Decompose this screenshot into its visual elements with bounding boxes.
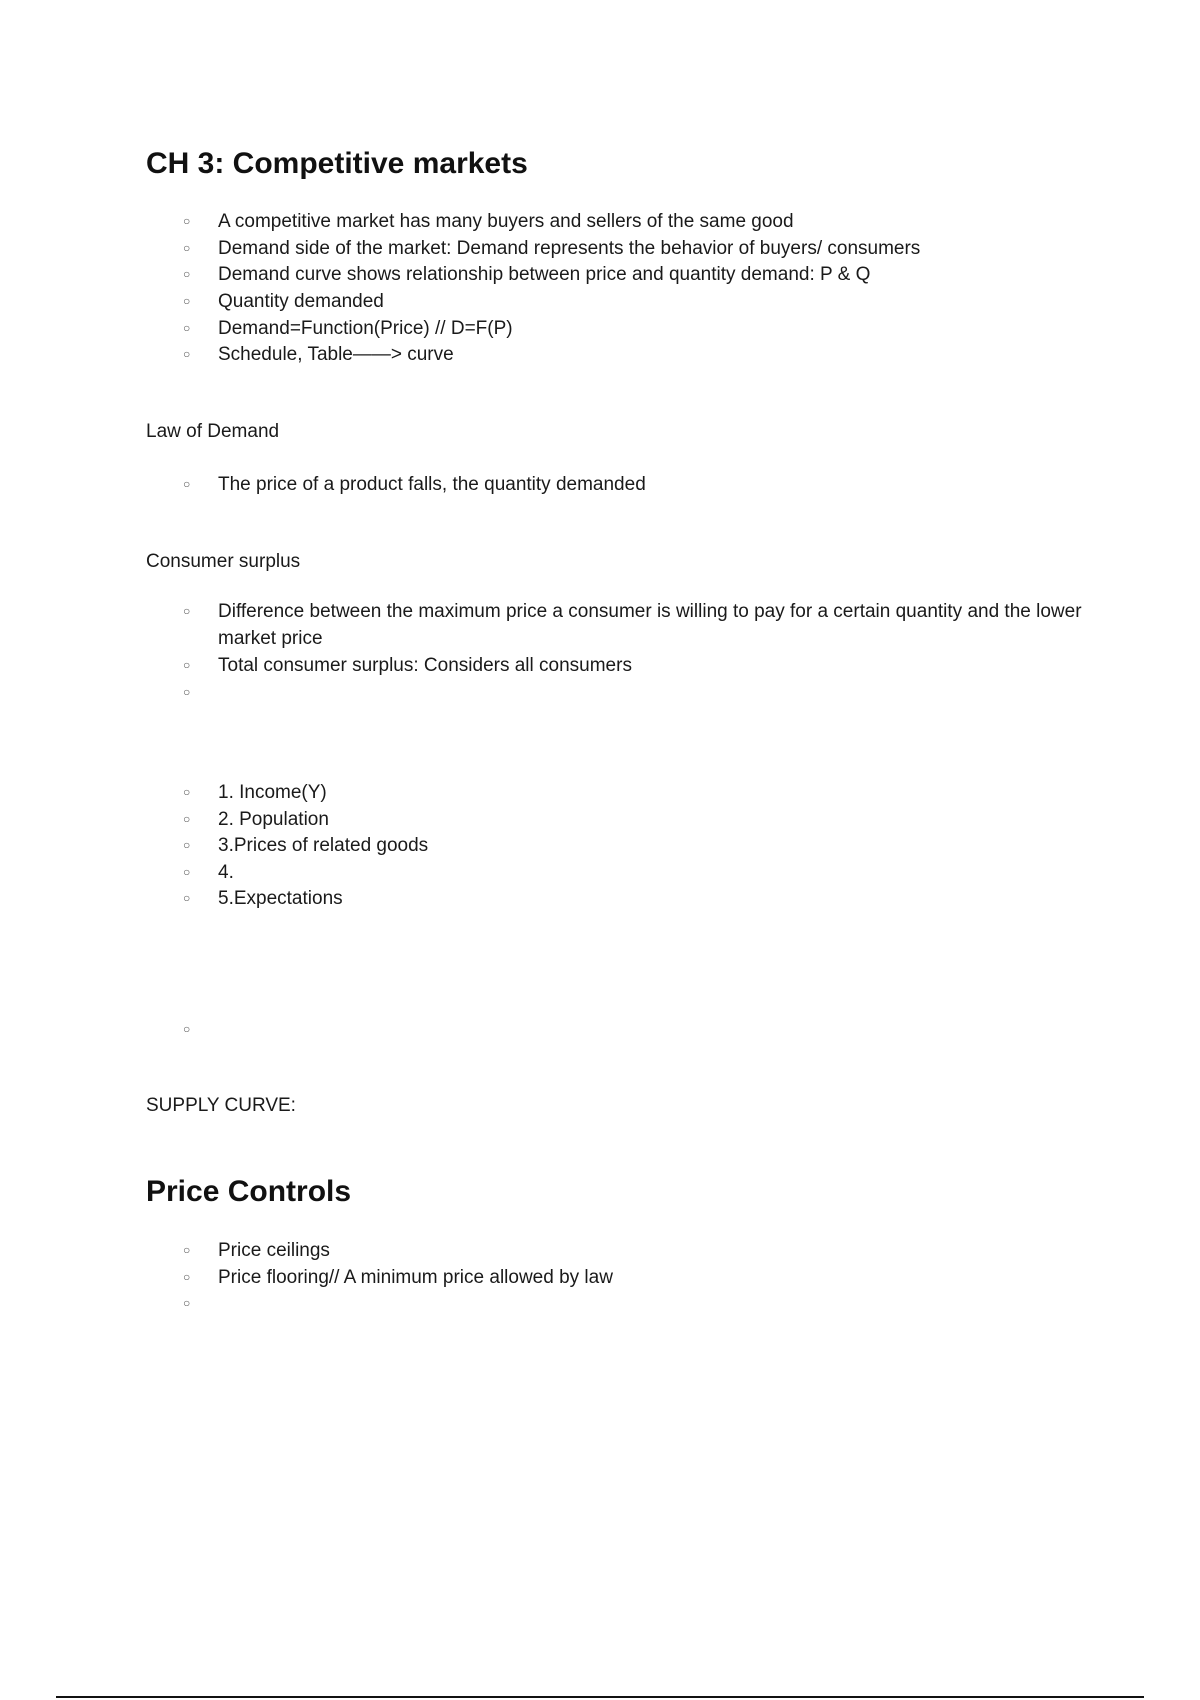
bullet-icon: ○: [183, 214, 191, 228]
list-item-text: Total consumer surplus: Considers all consumers: [218, 655, 632, 676]
list-item: [146, 1264, 1106, 1291]
bullet-icon: ○: [183, 477, 191, 491]
list-item: [146, 235, 1106, 262]
heading-competitive-markets: CH 3: Competitive markets: [146, 147, 528, 180]
page-bottom-divider: [56, 1696, 1144, 1698]
list-item: [146, 779, 1106, 806]
list-item-text: 1. Income(Y): [218, 782, 327, 803]
label-law-of-demand: Law of Demand: [146, 421, 280, 442]
list-item-text: A competitive market has many buyers and sellers of the same good: [218, 211, 794, 232]
bullet-icon: ○: [183, 347, 191, 361]
list-item: [146, 598, 1106, 652]
bullet-icon: ○: [183, 1270, 191, 1284]
bullet-icon: ○: [183, 604, 191, 618]
bullet-icon: ○: [183, 785, 191, 799]
bullet-icon: ○: [183, 1296, 191, 1310]
label-consumer-surplus: Consumer surplus: [146, 551, 301, 572]
list-item: [146, 208, 1106, 235]
list-item: [146, 1237, 1106, 1264]
label-supply-curve: SUPPLY CURVE:: [146, 1095, 296, 1116]
list-item-text: 3.Prices of related goods: [218, 835, 429, 856]
bullet-icon: ○: [183, 241, 191, 255]
list-item: [146, 832, 1106, 859]
list-item-text: Quantity demanded: [218, 291, 384, 312]
bullet-icon: ○: [183, 1243, 191, 1257]
heading-price-controls: Price Controls: [146, 1175, 352, 1208]
list-item: [146, 261, 1106, 288]
list-item-text: 5.Expectations: [218, 888, 343, 909]
bullet-icon: ○: [183, 812, 191, 826]
bullet-icon: ○: [183, 865, 191, 879]
list-item-text: Price flooring// A minimum price allowed by law: [218, 1267, 613, 1288]
list-item: [146, 859, 1106, 886]
bullet-icon: ○: [183, 321, 191, 335]
list-item: [146, 652, 1106, 679]
list-item-text: Demand=Function(Price) // D=F(P): [218, 318, 513, 339]
list-item-text: 2. Population: [218, 809, 329, 830]
list-item-text: Demand side of the market: Demand represents the behavior of buyers/ consumers: [218, 238, 921, 259]
list-item: [146, 471, 1106, 498]
list-item-text: The price of a product falls, the quantity demanded: [218, 474, 646, 495]
list-item-text: 4.: [218, 862, 234, 883]
bullet-icon: ○: [183, 891, 191, 905]
bullet-icon: ○: [183, 267, 191, 281]
bullet-icon: ○: [183, 685, 191, 699]
bullet-icon: ○: [183, 1022, 191, 1036]
list-item-text: Demand curve shows relationship between price and quantity demand: P & Q: [218, 264, 871, 285]
list-item: [146, 806, 1106, 833]
list-item: [146, 341, 1106, 368]
list-item: [146, 315, 1106, 342]
bullet-icon: ○: [183, 658, 191, 672]
bullet-icon: ○: [183, 838, 191, 852]
list-item: [146, 885, 1106, 912]
bullet-icon: ○: [183, 294, 191, 308]
list-item-text: Price ceilings: [218, 1240, 330, 1261]
list-item: [146, 288, 1106, 315]
list-item-text: Difference between the maximum price a consumer is willing to pay for a certain quantity and the lower market price: [218, 601, 1082, 649]
list-item-text: Schedule, Table——> curve: [218, 344, 454, 365]
